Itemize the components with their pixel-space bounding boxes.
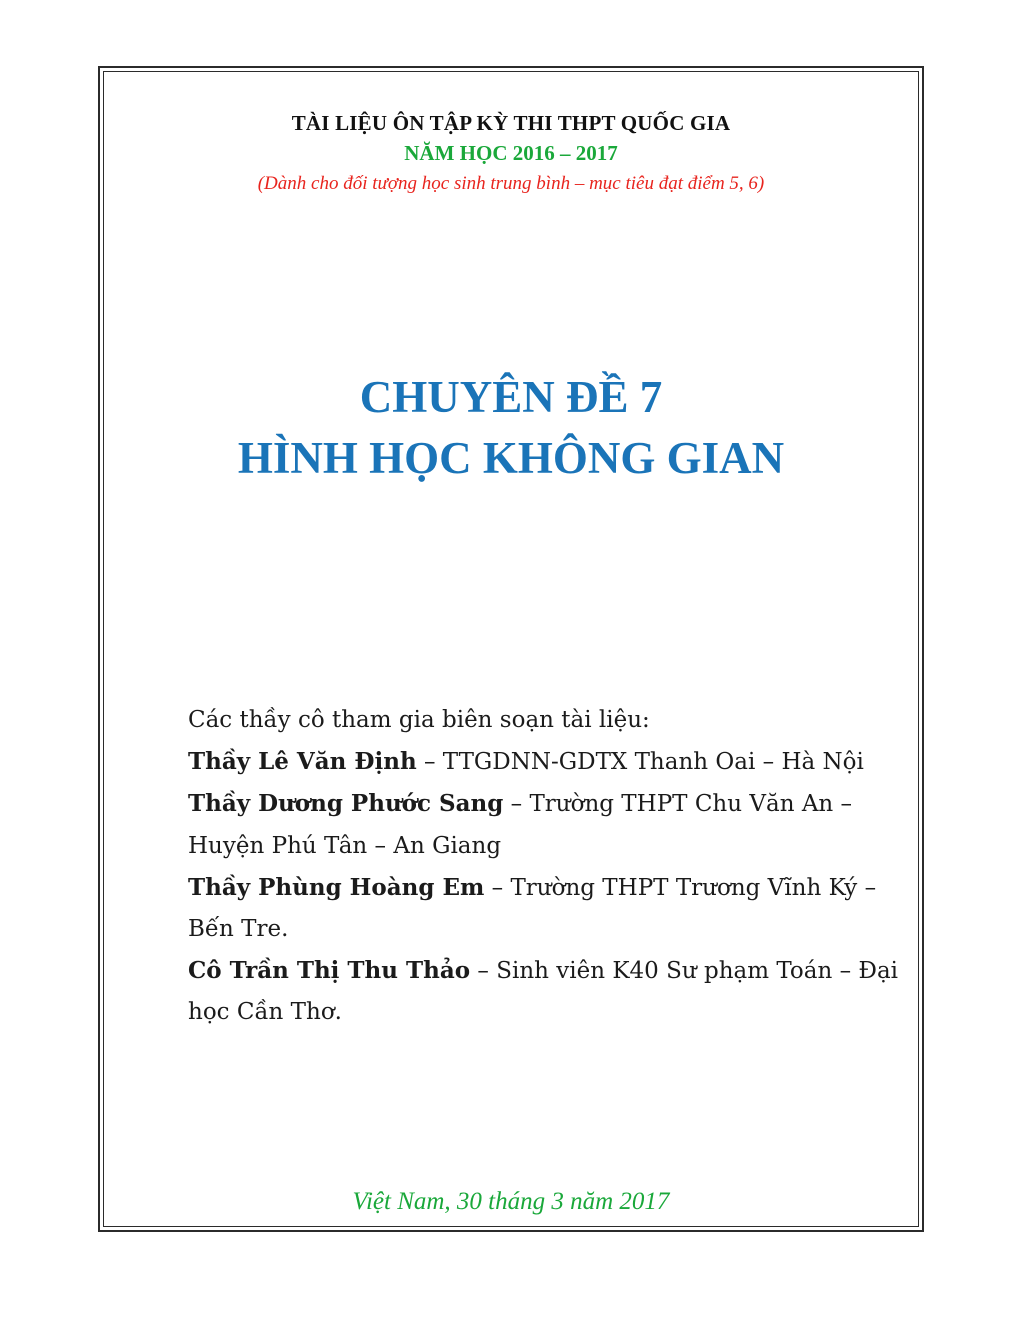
topic-name-title: HÌNH HỌC KHÔNG GIAN xyxy=(237,433,785,483)
author-name: Thầy Lê Văn Định xyxy=(188,748,417,776)
author-affiliation-continuation: Bến Tre. xyxy=(188,916,289,943)
place-and-date: Việt Nam, 30 tháng 3 năm 2017 xyxy=(352,1188,670,1215)
topic-number-title: CHUYÊN ĐỀ 7 xyxy=(359,372,663,422)
target-audience-note: (Dành cho đối tượng học sinh trung bình – mục tiêu đạt điểm 5, 6) xyxy=(257,173,765,194)
author-entry xyxy=(188,950,908,992)
author-affiliation: – TTGDNN-GDTX Thanh Oai – Hà Nội xyxy=(416,749,864,776)
author-name: Thầy Phùng Hoàng Em xyxy=(188,873,485,901)
page-border-inner xyxy=(103,71,919,1227)
author-entry xyxy=(188,741,908,783)
school-year: NĂM HỌC 2016 – 2017 xyxy=(404,141,618,165)
author-entry xyxy=(188,783,908,825)
authors-block xyxy=(188,700,908,1034)
author-affiliation-continuation: Huyện Phú Tân – An Giang xyxy=(188,832,502,859)
author-name: Cô Trần Thị Thu Thảo xyxy=(188,957,471,985)
author-entry xyxy=(188,867,908,909)
author-affiliation: – Trường THPT Trương Vĩnh Ký – xyxy=(484,874,877,901)
authors-intro: Các thầy cô tham gia biên soạn tài liệu: xyxy=(188,707,650,733)
author-affiliation: – Trường THPT Chu Văn An – xyxy=(503,791,853,818)
document-header-title: TÀI LIỆU ÔN TẬP KỲ THI THPT QUỐC GIA xyxy=(291,111,731,135)
author-name: Thầy Dương Phước Sang xyxy=(188,790,504,818)
author-affiliation: – Sinh viên K40 Sư phạm Toán – Đại xyxy=(470,958,899,985)
author-affiliation-continuation: học Cần Thơ. xyxy=(188,999,342,1026)
page-border xyxy=(98,66,924,1232)
